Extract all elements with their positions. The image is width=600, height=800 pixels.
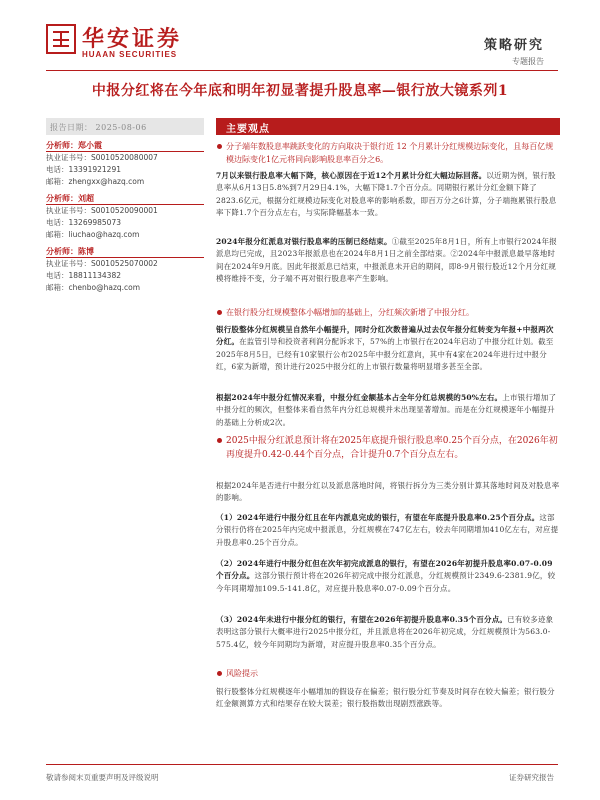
- analyst-name: 郑小霞: [78, 140, 102, 150]
- case-paragraph: [216, 512, 560, 549]
- paragraph-body: 上市银行增加了中报分红的频次，但整体来看自然年内分红总规模并未出现显著增加。而是在分红规模逐年小幅提升的基础上分析成2次。: [216, 393, 557, 427]
- paragraph-lead: （1）2024年进行中报分红且在年内派息完成的银行，有望在年底提升股息率0.25个百分点。: [216, 513, 540, 522]
- header-divider: [46, 70, 558, 71]
- paragraph-body: 在监管引导和投资者利润分配诉求下，57%的上市银行在2024年启动了中报分红计划。截至2025年8月5日，已经有10家银行公布2025年中报分红意向，其中有4家在2024年进行过中报分红，6家为新增，预计进行2025中报分红的上市银行数量将明显增多甚至全部。: [216, 337, 554, 372]
- analyst-role: 分析师：: [46, 193, 78, 203]
- brand-name-en: HUAAN SECURITIES: [82, 50, 178, 59]
- paragraph-lead: 7月以来银行股息率大幅下降，核心原因在于近12个月累计分红大幅边际回落。: [216, 171, 487, 180]
- paragraph-body: 这部分银行预计将在2026年初完成中报分红派息，分红规模预计2349.6-2381.9亿，较今年同期增加109.5-141.8亿，对应提升股息率0.07-0.09个百分点。: [216, 571, 556, 593]
- report-subtype: 专题报告: [512, 57, 544, 66]
- paragraph-body: 这部分银行仍将在2025年内完成中报派息，分红规模在747亿左右，较去年同期增加410亿左右，对应提升股息率0.25个百分点。: [216, 513, 559, 547]
- footer-report-label: 证券研究报告: [509, 773, 554, 782]
- paragraph-lead: 银行股整体分红规模呈自然年小幅提升，同时分红次数普遍从过去仅年报分红转变为年报+中报两次分红。: [216, 325, 554, 347]
- section-title: 主要观点: [216, 118, 560, 135]
- paragraph-lead: （3）2024年未进行中报分红的银行，有望在2026年初提升股息率0.35个百分点。: [216, 615, 508, 624]
- highlight-point: 分子端年数股息率跳跃变化的方向取决于银行近 12 个月累计分红规模边际变化，且每百亿规模边际变化1亿元将同向影响股息率百分之6。: [216, 140, 560, 166]
- phone: 电话：13269985073: [46, 218, 121, 227]
- email-link[interactable]: 邮箱：chenbo@hazq.com: [46, 283, 141, 292]
- main-viewpoints: [216, 118, 560, 135]
- report-date: 报告日期： 2025-08-06: [46, 118, 204, 135]
- analyst-role: 分析师：: [46, 140, 78, 150]
- email-link[interactable]: 邮箱：zhengxx@hazq.com: [46, 177, 145, 186]
- risk-title: 风险提示: [216, 668, 560, 680]
- analyst-name: 刘超: [78, 193, 94, 203]
- analyst-block: [46, 244, 204, 294]
- brand-name: 华安证券: [82, 26, 183, 52]
- license-number: 执业证书号：S0010520080007: [46, 153, 158, 162]
- paragraph-lead: （2）2024年进行中报分红但在次年初完成派息的银行，有望在2026年初提升股息率0.07-0.09个百分点。: [216, 559, 553, 581]
- analyst-heading: [46, 191, 204, 205]
- risk-text: 银行股整体分红规模逐年小幅增加的假设存在偏差；银行股分红节奏及时间存在较大偏差；银行股分红金额测算方式和结果存在较大误差；银行股指数出现剧烈涨跌等。: [216, 687, 555, 709]
- footer-disclaimer: 敬请参阅末页重要声明及评级说明: [46, 773, 159, 782]
- report-header: [0, 0, 600, 72]
- paragraph-lead: 2024年报分红派息对银行股息率的压制已经结束。: [216, 237, 392, 246]
- paragraph: [216, 170, 560, 220]
- document-title: 中报分红将在今年底和明年初显著提升股息率—银行放大镜系列1: [91, 83, 509, 99]
- huaan-logo-icon: [46, 24, 76, 54]
- report-type: 策略研究: [483, 38, 544, 53]
- analyst-heading: [46, 244, 204, 258]
- paragraph-lead: 根据2024年中报分红情况来看，中报分红金额基本占全年分红总规模的50%左右。: [216, 393, 503, 402]
- email-link[interactable]: 邮箱：liuchao@hazq.com: [46, 230, 140, 239]
- paragraph-body: ①截至2025年8月1日，所有上市银行2024年报派息均已完成，且2023年报派息也在2024年8月1日之前全部结束。②2024年中报派息最早落地时间在2024年9月底。因此年报派息已结束，中报派息未开启的期间，即8-9月银行股近12个月分红规模将维持不变，分子端不再对银行股息率产生影响。: [216, 237, 557, 284]
- analyst-heading: [46, 138, 204, 152]
- paragraph: 根据2024年是否进行中报分红以及派息落地时间，将银行拆分为三类分别计算其落地时间及对股息率的影响。: [216, 481, 560, 503]
- license-number: 执业证书号：S0010525070002: [46, 259, 158, 268]
- paragraph-body: 以近期为例，银行股息率从6月13日5.8%到7月29日4.1%，大幅下降1.7个百分点。同期银行累计分红金额下降了2823.6亿元，根据分红规模边际变化对股息率的影响系数，即百万分之6计算，分子端拖累银行股息率下降1.7个百分点左右，与实际降幅基本一致。: [216, 171, 557, 218]
- analyst-block: [46, 138, 204, 188]
- phone: 电话：18811134382: [46, 271, 121, 280]
- analyst-panel: [46, 118, 204, 294]
- paragraph: [216, 324, 560, 374]
- highlight-point: 在银行股分红规模整体小幅增加的基础上，分红频次新增了中报分红。: [216, 306, 560, 319]
- analyst-block: [46, 191, 204, 241]
- analyst-role: 分析师：: [46, 246, 78, 256]
- phone: 电话：13391921291: [46, 165, 121, 174]
- paragraph: [216, 392, 560, 429]
- paragraph: [216, 236, 560, 286]
- paragraph-body: 已有较多迹象表明这部分银行大概率进行2025中报分红，并且派息将在2026年初完成，分红规模预计为563.0-575.4亿，较今年同期均为新增，对应提升股息率0.35个百分点。: [216, 615, 554, 649]
- highlight-point: 2025中报分红派息预计将在2025年底提升银行股息率0.25个百分点，在2026年初再度提升0.42-0.44个百分点，合计提升0.7个百分点左右。: [216, 434, 560, 462]
- case-paragraph: [216, 558, 560, 595]
- analyst-name: 陈博: [78, 246, 94, 256]
- footer-divider: [46, 764, 558, 765]
- license-number: 执业证书号：S0010520090001: [46, 206, 158, 215]
- case-paragraph: [216, 614, 560, 651]
